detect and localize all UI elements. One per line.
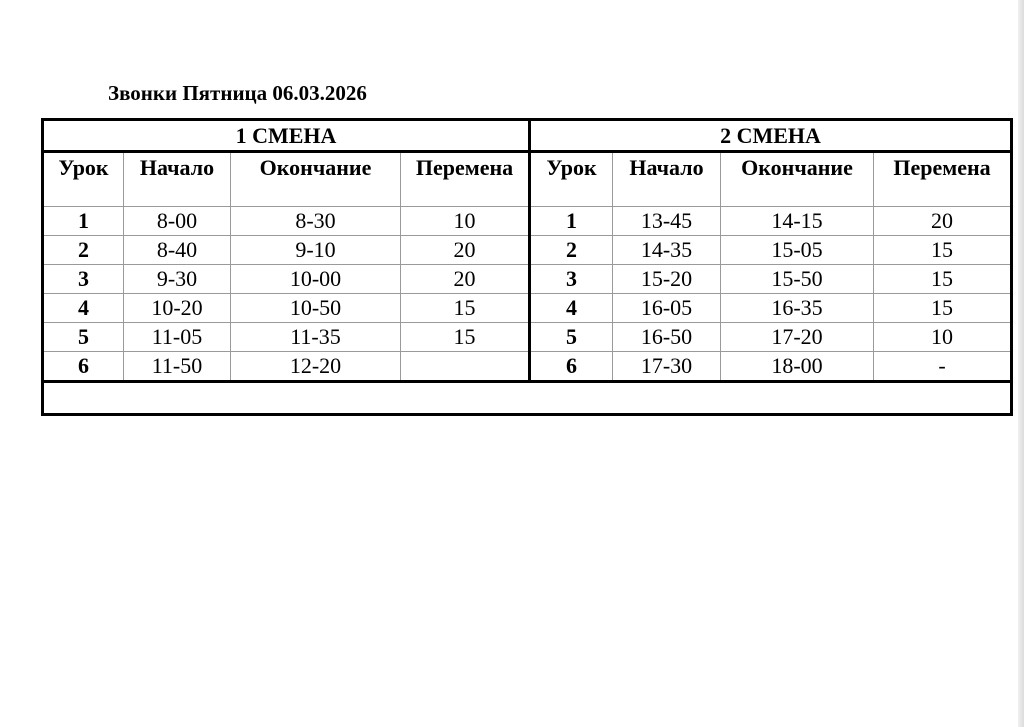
shift-2-header-end: Окончание: [721, 152, 874, 207]
shift-1-lesson-number: 3: [43, 265, 124, 294]
shift-2-end-time: 15-05: [721, 236, 874, 265]
shift-1-start-time: 8-00: [124, 207, 231, 236]
shift-2-break-length: 15: [874, 236, 1012, 265]
shift-1-end-time: 12-20: [231, 352, 401, 382]
shift-2-end-time: 18-00: [721, 352, 874, 382]
shift-2-lesson-number: 4: [530, 294, 613, 323]
table-row: [43, 323, 1012, 352]
shift-1-header-break: Перемена: [401, 152, 530, 207]
bell-schedule-table: [41, 118, 1013, 416]
shift-1-start-time: 9-30: [124, 265, 231, 294]
shift-1-label: 1 СМЕНА: [43, 120, 530, 152]
shift-2-start-time: 15-20: [613, 265, 721, 294]
page-title: Звонки Пятница 06.03.2026: [108, 81, 367, 105]
shift-1-end-time: 9-10: [231, 236, 401, 265]
shift-1-header-start: Начало: [124, 152, 231, 207]
shift-2-break-length: 15: [874, 265, 1012, 294]
empty-footer-cell: [43, 382, 1012, 415]
shift-2-header-start: Начало: [613, 152, 721, 207]
shift-2-end-time: 17-20: [721, 323, 874, 352]
table-row: [43, 352, 1012, 382]
table-row: [43, 207, 1012, 236]
shift-2-end-time: 16-35: [721, 294, 874, 323]
page-edge-shadow: [1018, 0, 1024, 727]
shift-2-end-time: 14-15: [721, 207, 874, 236]
shift-1-header-end: Окончание: [231, 152, 401, 207]
table-footer-row: [43, 382, 1012, 415]
shift-2-label: 2 СМЕНА: [530, 120, 1012, 152]
shift-2-start-time: 17-30: [613, 352, 721, 382]
shift-2-break-length: 15: [874, 294, 1012, 323]
shift-1-lesson-number: 6: [43, 352, 124, 382]
table-row: [43, 236, 1012, 265]
shift-2-break-length: 20: [874, 207, 1012, 236]
shift-2-start-time: 14-35: [613, 236, 721, 265]
shift-1-start-time: 11-05: [124, 323, 231, 352]
shift-1-lesson-number: 1: [43, 207, 124, 236]
shift-1-break-length: [401, 352, 530, 382]
shift-2-lesson-number: 2: [530, 236, 613, 265]
shift-1-start-time: 8-40: [124, 236, 231, 265]
shift-2-end-time: 15-50: [721, 265, 874, 294]
shift-1-lesson-number: 5: [43, 323, 124, 352]
shift-1-lesson-number: 4: [43, 294, 124, 323]
shift-1-break-length: 10: [401, 207, 530, 236]
shift-1-end-time: 10-50: [231, 294, 401, 323]
shift-2-lesson-number: 3: [530, 265, 613, 294]
shift-2-start-time: 13-45: [613, 207, 721, 236]
shift-1-break-length: 15: [401, 323, 530, 352]
shift-header-row: [43, 120, 1012, 152]
shift-2-break-length: 10: [874, 323, 1012, 352]
shift-1-header-lesson: Урок: [43, 152, 124, 207]
shift-1-break-length: 20: [401, 265, 530, 294]
shift-2-header-lesson: Урок: [530, 152, 613, 207]
shift-1-end-time: 11-35: [231, 323, 401, 352]
shift-2-start-time: 16-50: [613, 323, 721, 352]
table-row: [43, 265, 1012, 294]
shift-2-lesson-number: 6: [530, 352, 613, 382]
shift-2-lesson-number: 1: [530, 207, 613, 236]
shift-1-lesson-number: 2: [43, 236, 124, 265]
shift-1-end-time: 10-00: [231, 265, 401, 294]
shift-2-header-break: Перемена: [874, 152, 1012, 207]
shift-1-end-time: 8-30: [231, 207, 401, 236]
shift-1-start-time: 10-20: [124, 294, 231, 323]
column-header-row: [43, 152, 1012, 207]
shift-2-break-length: -: [874, 352, 1012, 382]
shift-1-start-time: 11-50: [124, 352, 231, 382]
table-row: [43, 294, 1012, 323]
shift-2-lesson-number: 5: [530, 323, 613, 352]
shift-2-start-time: 16-05: [613, 294, 721, 323]
shift-1-break-length: 15: [401, 294, 530, 323]
shift-1-break-length: 20: [401, 236, 530, 265]
